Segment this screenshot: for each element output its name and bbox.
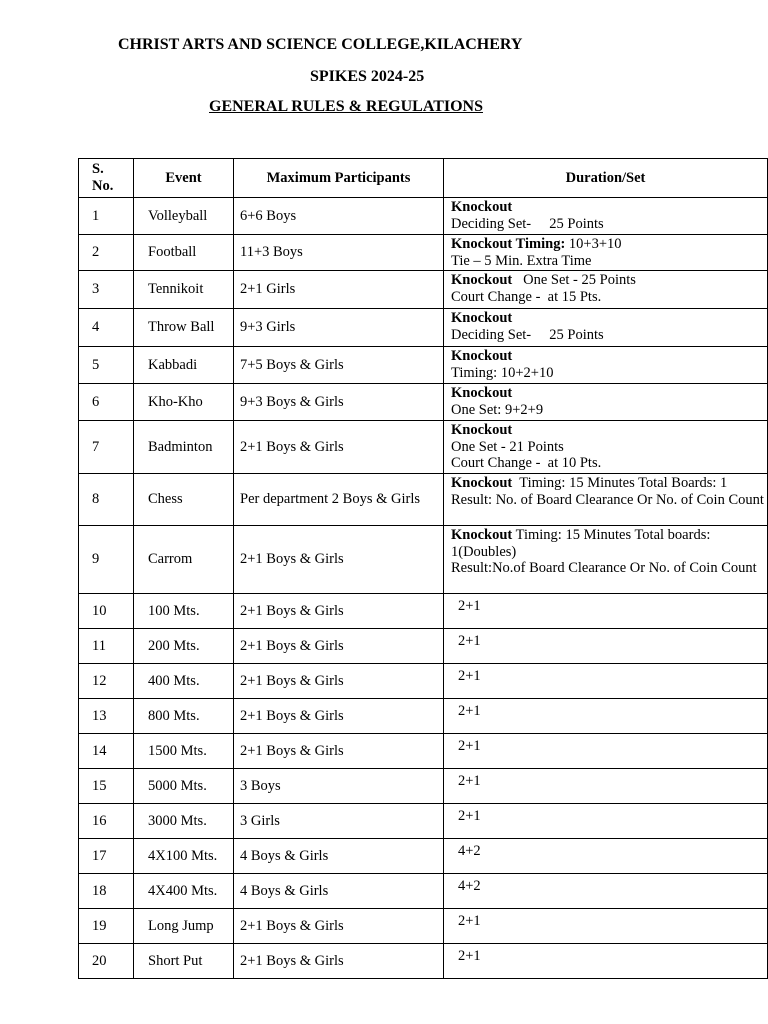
row-number: 15 bbox=[79, 769, 134, 804]
rule-line: Result: No. of Board Clearance Or No. of Coin Count bbox=[451, 491, 764, 508]
rule-line: Result:No.of Board Clearance Or No. of Coin Count bbox=[451, 560, 757, 576]
event-name: Badminton bbox=[134, 421, 234, 474]
event-title: SPIKES 2024-25 bbox=[310, 68, 425, 85]
max-participants: 3 Girls bbox=[234, 804, 444, 839]
max-participants: 2+1 Boys & Girls bbox=[234, 629, 444, 664]
max-participants: 4 Boys & Girls bbox=[234, 839, 444, 874]
format-label: Knockout bbox=[451, 527, 513, 543]
duration-set bbox=[444, 198, 768, 235]
event-name: 3000 Mts. bbox=[134, 804, 234, 839]
duration-set: 2+1 bbox=[444, 734, 768, 769]
row-number: 11 bbox=[79, 629, 134, 664]
max-participants: 7+5 Boys & Girls bbox=[234, 347, 444, 384]
table-row bbox=[79, 347, 768, 384]
event-name: Kabbadi bbox=[134, 347, 234, 384]
row-number: 1 bbox=[79, 198, 134, 235]
rule-line: Court Change - at 10 Pts. bbox=[451, 455, 602, 471]
table-row bbox=[79, 664, 768, 699]
duration-set: 2+1 bbox=[444, 664, 768, 699]
row-number: 5 bbox=[79, 347, 134, 384]
duration-set bbox=[444, 421, 768, 474]
event-name: Tennikoit bbox=[134, 271, 234, 309]
duration-set bbox=[444, 271, 768, 309]
max-participants: 2+1 Girls bbox=[234, 271, 444, 309]
max-participants: 2+1 Boys & Girls bbox=[234, 909, 444, 944]
format-detail: One Set - 25 Points bbox=[512, 272, 636, 288]
table-row bbox=[79, 734, 768, 769]
duration-set: 2+1 bbox=[444, 944, 768, 979]
rule-line: Tie – 5 Min. Extra Time bbox=[451, 252, 592, 269]
format-detail: Timing: 15 Minutes Total Boards: 1 bbox=[512, 475, 728, 491]
format-label: Knockout bbox=[451, 348, 513, 364]
duration-set bbox=[444, 384, 768, 421]
table-row bbox=[79, 474, 768, 526]
document-title: GENERAL RULES & REGULATIONS bbox=[209, 98, 483, 115]
column-header-sno bbox=[79, 159, 134, 198]
event-name: Kho-Kho bbox=[134, 384, 234, 421]
duration-set bbox=[444, 309, 768, 347]
event-name: Carrom bbox=[134, 526, 234, 594]
table-row bbox=[79, 944, 768, 979]
rule-line: Court Change - at 15 Pts. bbox=[451, 288, 602, 305]
table-row bbox=[79, 699, 768, 734]
column-header-event: Event bbox=[134, 159, 234, 198]
rules-table bbox=[78, 158, 768, 979]
sno-line-1: S. bbox=[92, 161, 104, 177]
row-number: 3 bbox=[79, 271, 134, 309]
table-row bbox=[79, 769, 768, 804]
table-row bbox=[79, 384, 768, 421]
duration-set: 2+1 bbox=[444, 699, 768, 734]
max-participants: 2+1 Boys & Girls bbox=[234, 944, 444, 979]
event-name: Chess bbox=[134, 474, 234, 526]
row-number: 13 bbox=[79, 699, 134, 734]
event-name: Short Put bbox=[134, 944, 234, 979]
format-label: Knockout bbox=[451, 422, 513, 438]
event-name: Throw Ball bbox=[134, 309, 234, 347]
table-row bbox=[79, 271, 768, 309]
max-participants: 6+6 Boys bbox=[234, 198, 444, 235]
duration-set: 2+1 bbox=[444, 804, 768, 839]
max-participants: Per department 2 Boys & Girls bbox=[234, 474, 444, 526]
row-number: 2 bbox=[79, 235, 134, 271]
max-participants: 2+1 Boys & Girls bbox=[234, 594, 444, 629]
max-participants: 9+3 Boys & Girls bbox=[234, 384, 444, 421]
duration-set bbox=[444, 526, 768, 594]
format-label: Knockout bbox=[451, 310, 513, 326]
row-number: 4 bbox=[79, 309, 134, 347]
event-name: 200 Mts. bbox=[134, 629, 234, 664]
table-row bbox=[79, 421, 768, 474]
table-row bbox=[79, 594, 768, 629]
row-number: 14 bbox=[79, 734, 134, 769]
event-name: 4X400 Mts. bbox=[134, 874, 234, 909]
duration-set: 2+1 bbox=[444, 594, 768, 629]
event-name: 4X100 Mts. bbox=[134, 839, 234, 874]
format-detail: 10+3+10 bbox=[565, 236, 622, 252]
duration-set bbox=[444, 235, 768, 271]
row-number: 9 bbox=[79, 526, 134, 594]
duration-set: 2+1 bbox=[444, 769, 768, 804]
table-header-row bbox=[79, 159, 768, 198]
table-row bbox=[79, 309, 768, 347]
row-number: 7 bbox=[79, 421, 134, 474]
row-number: 17 bbox=[79, 839, 134, 874]
table-row bbox=[79, 909, 768, 944]
rule-line: Deciding Set- 25 Points bbox=[451, 215, 604, 232]
row-number: 10 bbox=[79, 594, 134, 629]
duration-set bbox=[444, 347, 768, 384]
event-name: 400 Mts. bbox=[134, 664, 234, 699]
format-detail: Timing: 15 Minutes Total boards: 1(Doubles) bbox=[451, 527, 714, 560]
rule-line: One Set: 9+2+9 bbox=[451, 401, 544, 418]
table-row bbox=[79, 804, 768, 839]
max-participants: 4 Boys & Girls bbox=[234, 874, 444, 909]
row-number: 20 bbox=[79, 944, 134, 979]
event-name: 5000 Mts. bbox=[134, 769, 234, 804]
table-row bbox=[79, 235, 768, 271]
rule-line: One Set - 21 Points bbox=[451, 438, 564, 455]
format-label: Knockout bbox=[451, 385, 513, 401]
row-number: 16 bbox=[79, 804, 134, 839]
format-label: Knockout Timing: bbox=[451, 236, 566, 252]
row-number: 12 bbox=[79, 664, 134, 699]
event-name: 100 Mts. bbox=[134, 594, 234, 629]
event-name: Volleyball bbox=[134, 198, 234, 235]
max-participants: 3 Boys bbox=[234, 769, 444, 804]
duration-set: 2+1 bbox=[444, 909, 768, 944]
max-participants: 9+3 Girls bbox=[234, 309, 444, 347]
rule-line: Deciding Set- 25 Points bbox=[451, 326, 604, 343]
format-label: Knockout bbox=[451, 199, 513, 215]
event-name: 800 Mts. bbox=[134, 699, 234, 734]
max-participants: 2+1 Boys & Girls bbox=[234, 526, 444, 594]
row-number: 6 bbox=[79, 384, 134, 421]
table-row bbox=[79, 629, 768, 664]
table-row bbox=[79, 839, 768, 874]
max-participants: 11+3 Boys bbox=[234, 235, 444, 271]
max-participants: 2+1 Boys & Girls bbox=[234, 664, 444, 699]
sno-line-2: No. bbox=[92, 178, 114, 194]
table-row bbox=[79, 526, 768, 594]
duration-set: 4+2 bbox=[444, 874, 768, 909]
event-name: Long Jump bbox=[134, 909, 234, 944]
row-number: 18 bbox=[79, 874, 134, 909]
row-number: 8 bbox=[79, 474, 134, 526]
column-header-duration: Duration/Set bbox=[444, 159, 768, 198]
row-number: 19 bbox=[79, 909, 134, 944]
rule-line: Timing: 10+2+10 bbox=[451, 364, 554, 381]
duration-set: 2+1 bbox=[444, 629, 768, 664]
duration-set: 4+2 bbox=[444, 839, 768, 874]
table-row bbox=[79, 198, 768, 235]
format-label: Knockout bbox=[451, 272, 513, 288]
max-participants: 2+1 Boys & Girls bbox=[234, 421, 444, 474]
table-row bbox=[79, 874, 768, 909]
max-participants: 2+1 Boys & Girls bbox=[234, 699, 444, 734]
event-name: 1500 Mts. bbox=[134, 734, 234, 769]
column-header-participants: Maximum Participants bbox=[234, 159, 444, 198]
event-name: Football bbox=[134, 235, 234, 271]
college-name: CHRIST ARTS AND SCIENCE COLLEGE,KILACHERY bbox=[118, 36, 523, 53]
duration-set bbox=[444, 474, 768, 526]
max-participants: 2+1 Boys & Girls bbox=[234, 734, 444, 769]
format-label: Knockout bbox=[451, 475, 513, 491]
